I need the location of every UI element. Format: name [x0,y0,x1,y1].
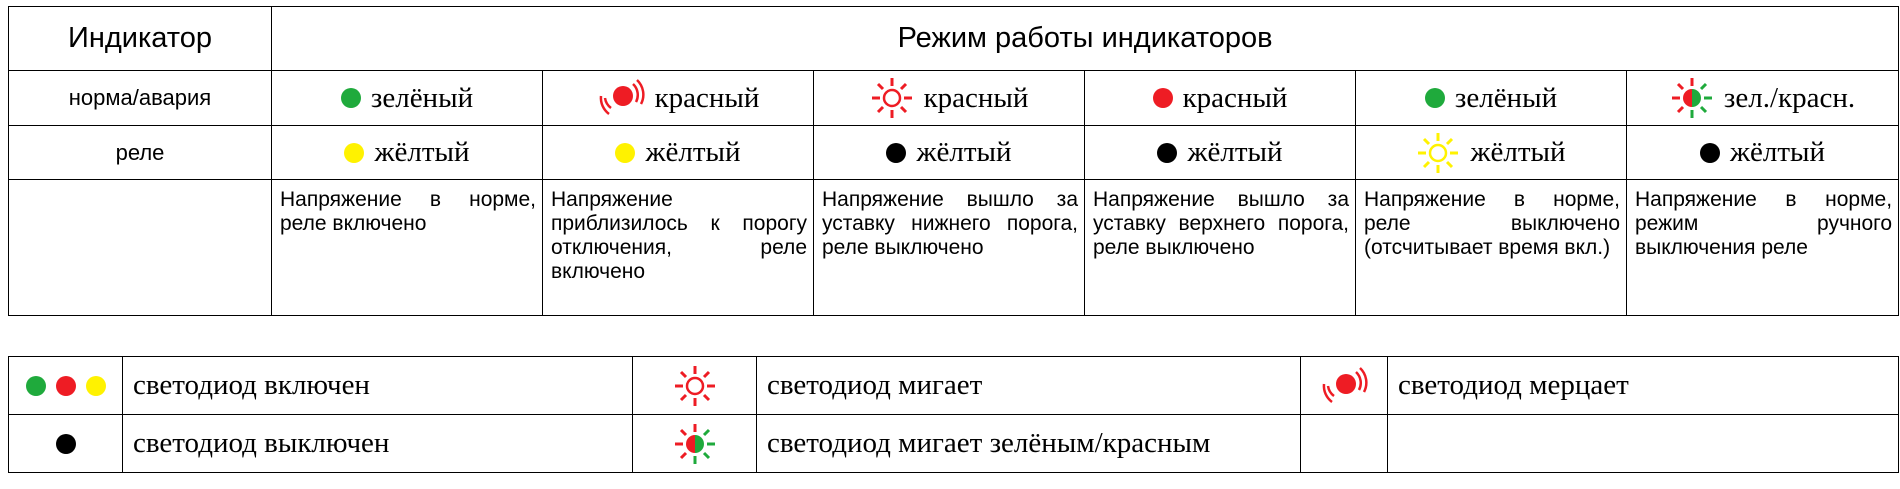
green-dot-icon [1425,88,1445,108]
legend-led-blink-green-red: светодиод мигает зелёным/красным [757,415,1301,473]
red-blink-icon [870,76,914,120]
relay-mode-text: жёлтый [374,136,470,168]
row-label-alarm: норма/авария [9,71,272,126]
legend-led-on: светодиод включен [123,357,633,415]
alarm-cell-2 [543,71,814,126]
legend-empty-text [1388,415,1899,473]
alarm-cell-3 [814,71,1085,126]
legend-led-blink: светодиод мигает [757,357,1301,415]
alarm-cell-6 [1627,71,1899,126]
red-flicker-icon [1320,364,1368,408]
legend-green-red-symbol [633,415,757,473]
legend-led-flicker: светодиод мерцает [1388,357,1899,415]
yellow-dot-icon [344,143,364,163]
yellow-dot-icon [615,143,635,163]
alarm-cell-4 [1085,71,1356,126]
relay-mode-text: жёлтый [1730,136,1826,168]
green-dot-icon [341,88,361,108]
alarm-mode-text: красный [654,81,760,114]
alarm-mode-text: зел./красн. [1723,81,1856,114]
black-dot-icon [1157,143,1177,163]
relay-cell-6 [1627,126,1899,180]
legend-flicker-symbol [1301,357,1388,415]
relay-cell-5 [1356,126,1627,180]
relay-cell-4 [1085,126,1356,180]
relay-mode-text: жёлтый [645,136,741,168]
mode-description: Напряжение приблизилось к порогу отключения, реле включено [543,180,814,316]
alarm-mode-text: зелёный [370,81,474,114]
alarm-cell-1 [272,71,543,126]
mode-description: Напряжение вышло за уставку нижнего порога, реле выключено [814,180,1085,316]
relay-cell-2 [543,126,814,180]
indicator-modes-table [8,6,1899,316]
legend-blink-symbol [633,357,757,415]
red-dot-icon [56,376,76,396]
relay-mode-text: жёлтый [916,136,1012,168]
relay-mode-text: жёлтый [1470,136,1566,168]
black-dot-icon [1700,143,1720,163]
mode-description: Напряжение в норме, режим ручного выключения реле [1627,180,1899,316]
legend-led-off: светодиод выключен [123,415,633,473]
row-label-relay: реле [9,126,272,180]
relay-cell-3 [814,126,1085,180]
header-modes: Режим работы индикаторов [272,7,1899,71]
relay-mode-text: жёлтый [1187,136,1283,168]
alarm-mode-text: зелёный [1454,81,1558,114]
mode-description: Напряжение в норме, реле включено [272,180,543,316]
red-blink-icon [673,364,717,408]
desc-empty-cell [9,180,272,316]
legend-table [8,356,1899,473]
green-dot-icon [26,376,46,396]
red-dot-icon [1153,88,1173,108]
green-red-blink-icon [1670,76,1714,120]
red-flicker-icon [597,76,645,120]
legend-on-symbols [9,357,123,415]
legend-empty-symbol [1301,415,1388,473]
header-indicator: Индикатор [9,7,272,71]
green-red-blink-icon [673,422,717,466]
legend-off-symbol [9,415,123,473]
mode-description: Напряжение вышло за уставку верхнего порога, реле выключено [1085,180,1356,316]
yellow-blink-icon [1416,131,1460,175]
relay-cell-1 [272,126,543,180]
black-dot-icon [886,143,906,163]
alarm-mode-text: красный [923,81,1029,114]
alarm-cell-5 [1356,71,1627,126]
black-dot-icon [56,434,76,454]
alarm-mode-text: красный [1182,81,1288,114]
yellow-dot-icon [86,376,106,396]
mode-description: Напряжение в норме, реле выключено (отсчитывает время вкл.) [1356,180,1627,316]
